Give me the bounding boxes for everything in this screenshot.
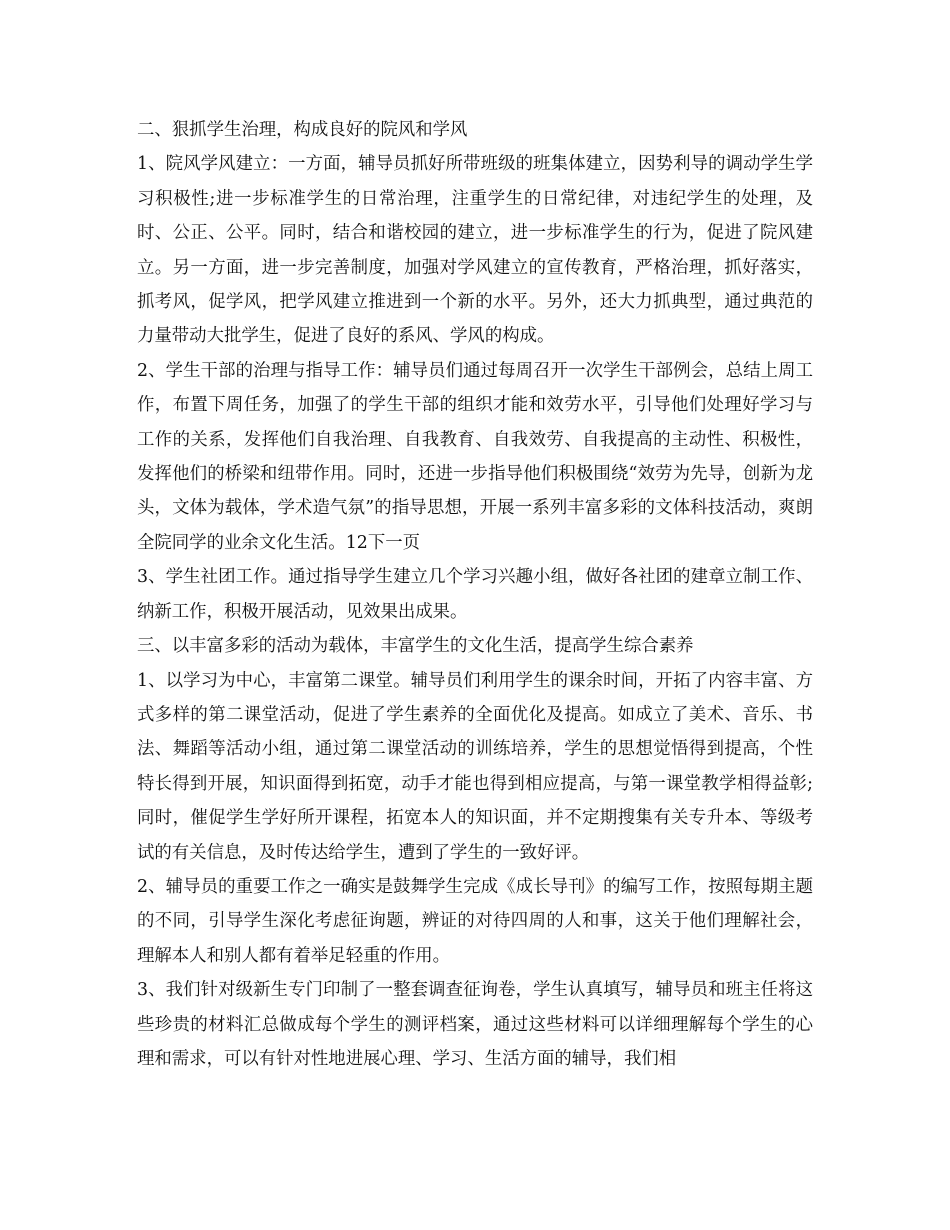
- paragraph-growth-journal: 2、辅导员的重要工作之一确实是鼓舞学生完成《成长导刊》的编写工作，按照每期主题的不同，引导学生深化考虑征询题，辨证的对待四周的人和事，这关于他们理解社会，理解本人和别人都有着举足轻重的作用。: [137, 876, 813, 966]
- document-body: [137, 113, 813, 1076]
- section-heading-two: 二、狠抓学生治理，构成良好的院风和学风: [137, 120, 468, 140]
- paragraph-student-cadres: 2、学生干部的治理与指导工作：辅导员们通过每周召开一次学生干部例会，总结上周工作，布置下周任务，加强了的学生干部的组织才能和效劳水平，引导他们处理好学习与工作的关系，发挥他们自我治理、自我教育、自我效劳、自我提高的主动性、积极性，发挥他们的桥梁和纽带作用。同时，还进一步指导他们积极围绕“效劳为先导，创新为龙头，文体为载体，学术造气氛”的指导思想，开展一系列丰富多彩的文体科技活动，爽朗全院同学的业余文化生活。12下一页: [137, 360, 813, 553]
- paragraph-freshman-survey: 3、我们针对级新生专门印制了一整套调查征询卷，学生认真填写，辅导员和班主任将这些珍贵的材料汇总做成每个学生的测评档案，通过这些材料可以详细理解每个学生的心理和需求，可以有针对性地进展心理、学习、生活方面的辅导，我们相: [137, 980, 813, 1069]
- paragraph-student-clubs: 3、学生社团工作。通过指导学生建立几个学习兴趣小组，做好各社团的建章立制工作、纳新工作，积极开展活动，见效果出成果。: [137, 567, 813, 622]
- paragraph-style-building: 1、院风学风建立：一方面，辅导员抓好所带班级的班集体建立，因势利导的调动学生学习积极性;进一步标准学生的日常治理，注重学生的日常纪律，对违纪学生的处理，及时、公正、公平。同时，结合和谐校园的建立，进一步标准学生的行为，促进了院风建立。另一方面，进一步完善制度，加强对学风建立的宣传教育，严格治理，抓好落实，抓考风，促学风，把学风建立推进到一个新的水平。另外，还大力抓典型，通过典范的力量带动大批学生，促进了良好的系风、学风的构成。: [137, 154, 813, 347]
- section-heading-three: 三、以丰富多彩的活动为载体，丰富学生的文化生活，提高学生综合素养: [137, 636, 694, 657]
- paragraph-second-classroom: 1、以学习为中心，丰富第二课堂。辅导员们利用学生的课余时间，开拓了内容丰富、方式多样的第二课堂活动，促进了学生素养的全面优化及提高。如成立了美术、音乐、书法、舞蹈等活动小组，通过第二课堂活动的训练培养，学生的思想觉悟得到提高，个性特长得到开展，知识面得到拓宽，动手才能也得到相应提高，与第一课堂教学相得益彰;同时，催促学生学好所开课程，拓宽本人的知识面，并不定期搜集有关专升本、等级考试的有关信息，及时传达给学生，遭到了学生的一致好评。: [137, 670, 813, 863]
